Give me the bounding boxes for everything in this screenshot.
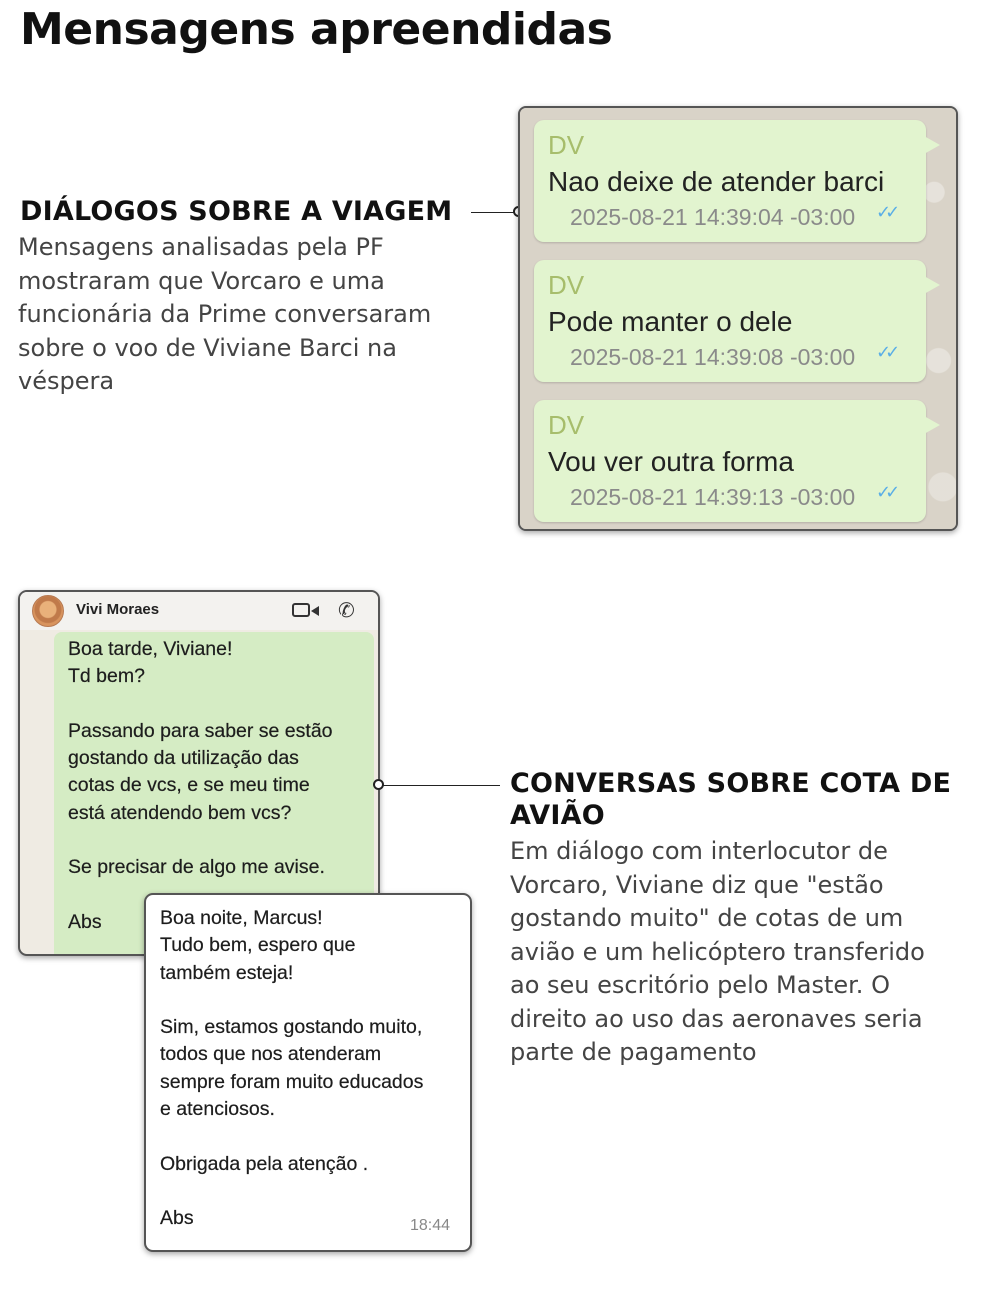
- section2-text-line: parte de pagamento: [510, 1038, 757, 1066]
- message-line: está atendendo bem vcs?: [68, 801, 292, 824]
- message-line: Obrigada pela atenção .: [160, 1152, 369, 1175]
- screenshot-dialog-trip: [518, 106, 958, 531]
- section1-text: [18, 231, 431, 399]
- message-line: e atenciosos.: [160, 1098, 275, 1121]
- section1-text-line: véspera: [18, 367, 115, 395]
- message-bubble: [534, 400, 926, 522]
- message-line: sempre foram muito educados: [160, 1070, 424, 1093]
- section1-connector-line: [471, 212, 517, 213]
- chat-header: [20, 592, 378, 630]
- message-text: Vou ver outra forma: [548, 446, 794, 477]
- message-line: cotas de vcs, e se meu time: [68, 774, 310, 797]
- message-line: Abs: [160, 1207, 194, 1230]
- section2-text-line: Vorcaro, Viviane diz que "estão: [510, 870, 884, 899]
- message-text: [160, 905, 423, 1233]
- message-line: [68, 827, 333, 854]
- message-bubble: [534, 120, 926, 242]
- double-check-icon: ✓✓: [876, 342, 895, 363]
- phone-icon: ✆: [338, 598, 355, 622]
- message-bubble: [534, 260, 926, 382]
- section1-text-line: Mensagens analisadas pela PF: [18, 233, 384, 261]
- message-line: [160, 987, 423, 1014]
- message-line: gostando da utilização das: [68, 747, 299, 770]
- section2-connector-line: [383, 785, 500, 786]
- message-sender: DV: [548, 410, 585, 440]
- section1-heading: DIÁLOGOS SOBRE A VIAGEM: [20, 196, 453, 227]
- section2-text-line: ao seu escritório pelo Master. O: [510, 971, 890, 999]
- message-line: Boa noite, Marcus!: [160, 907, 323, 929]
- section2-heading-line: AVIÃO: [510, 800, 605, 831]
- message-time: 2025-08-21 14:39:13 -03:00: [570, 484, 856, 510]
- message-line: Abs: [68, 910, 102, 933]
- message-line: Td bem?: [68, 665, 145, 688]
- message-time: 18:44: [410, 1217, 451, 1234]
- contact-name: Vivi Moraes: [76, 601, 160, 618]
- message-line: Tudo bem, espero que: [160, 934, 356, 957]
- page-title: Mensagens apreendidas: [20, 4, 613, 55]
- message-text: Pode manter o dele: [548, 306, 793, 337]
- message-text: [68, 636, 333, 936]
- section2-text: [510, 835, 925, 1070]
- bubble-tail: [924, 136, 940, 154]
- double-check-icon: ✓✓: [876, 202, 895, 223]
- message-line: Passando para saber se estão: [68, 719, 333, 742]
- section1-text-line: funcionária da Prime conversaram: [18, 300, 432, 328]
- section2-text-line: Em diálogo com interlocutor de: [510, 837, 888, 865]
- double-check-icon: ✓✓: [876, 482, 895, 503]
- section2-text-line: avião e um helicóptero transferido: [510, 937, 925, 966]
- message-sender: DV: [548, 130, 585, 160]
- section1-text-line: mostraram que Vorcaro e uma: [18, 266, 385, 295]
- section2-text-line: direito ao uso das aeronaves seria: [510, 1004, 923, 1033]
- message-line: [160, 1123, 423, 1150]
- message-line: Sim, estamos gostando muito,: [160, 1016, 423, 1039]
- message-line: [68, 691, 333, 718]
- message-line: Se precisar de algo me avise.: [68, 856, 325, 879]
- message-time: 2025-08-21 14:39:04 -03:00: [570, 204, 856, 230]
- message-line: Boa tarde, Viviane!: [68, 638, 233, 660]
- section2-text-line: gostando muito" de cotas de um: [510, 904, 904, 932]
- section2-heading: [510, 768, 951, 832]
- section1-text-line: sobre o voo de Viviane Barci na: [18, 333, 397, 362]
- bubble-tail: [924, 276, 940, 294]
- message-sender: DV: [548, 270, 585, 300]
- message-line: todos que nos atenderam: [160, 1043, 382, 1066]
- avatar: [32, 595, 64, 627]
- video-call-icon: [292, 603, 310, 617]
- screenshot-reply-marcus: [144, 893, 472, 1252]
- message-text: Nao deixe de atender barci: [548, 166, 885, 197]
- section2-heading-line: CONVERSAS SOBRE COTA DE: [510, 768, 952, 799]
- message-time: 2025-08-21 14:39:08 -03:00: [570, 344, 856, 370]
- message-line: [160, 1178, 423, 1205]
- bubble-tail: [924, 416, 940, 434]
- message-line: também esteja!: [160, 961, 294, 984]
